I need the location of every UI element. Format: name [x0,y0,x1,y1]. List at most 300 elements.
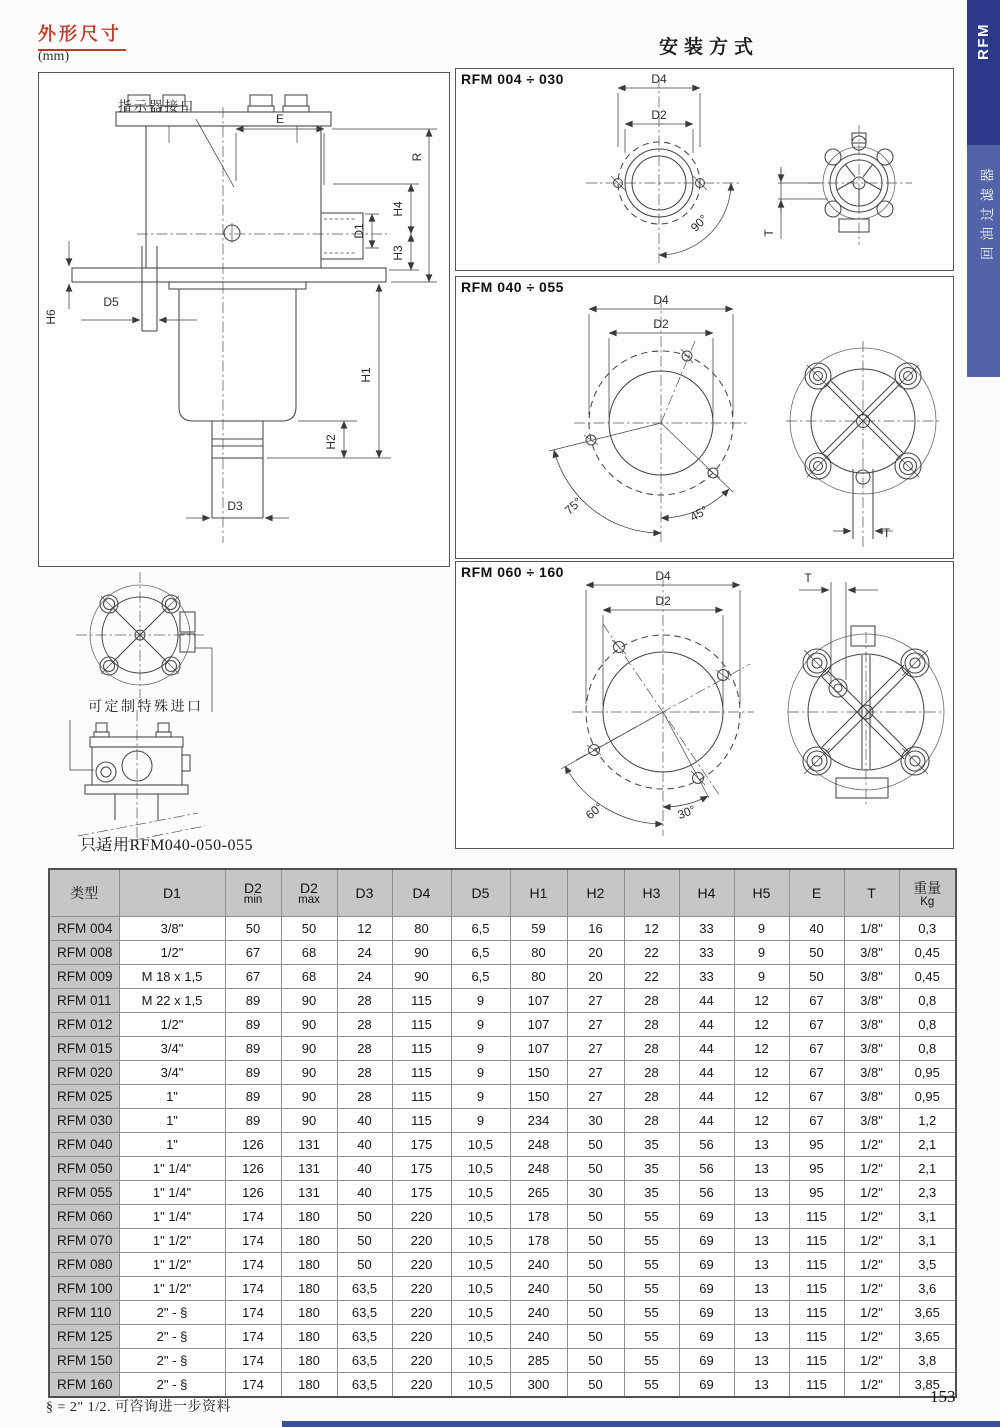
value-cell: 35 [624,1157,679,1181]
value-cell: 1" 1/2" [119,1253,225,1277]
value-cell: 67 [789,1061,844,1085]
filter-head-front-view [786,341,940,549]
value-cell: 28 [337,989,392,1013]
table-row [49,1181,956,1205]
value-cell: 30 [567,1109,624,1133]
value-cell: 50 [789,941,844,965]
value-cell: 265 [510,1181,567,1205]
value-cell: 115 [392,1037,451,1061]
value-cell: 0,95 [899,1061,956,1085]
value-cell: 12 [734,1013,789,1037]
value-cell: 50 [567,1157,624,1181]
value-cell: 107 [510,1013,567,1037]
value-cell: 2" - § [119,1349,225,1373]
table-row [49,989,956,1013]
value-cell: 63,5 [337,1349,392,1373]
value-cell: 1/2" [844,1157,899,1181]
table-row [49,917,956,941]
value-cell: 131 [281,1157,337,1181]
value-cell: 9 [734,917,789,941]
indicator-port-label: 指示器接口 [118,99,196,114]
value-cell: 1/2" [119,1013,225,1037]
value-cell: 69 [679,1277,734,1301]
angle-label-75: 75° [561,494,585,518]
value-cell: 9 [734,941,789,965]
value-cell: 174 [225,1325,281,1349]
value-cell: 90 [281,1061,337,1085]
value-cell: 10,5 [451,1349,510,1373]
value-cell: 174 [225,1277,281,1301]
value-cell: M 22 x 1,5 [119,989,225,1013]
column-header: D2 min [225,869,281,917]
value-cell: 180 [281,1277,337,1301]
value-cell: 50 [337,1229,392,1253]
value-cell: 10,5 [451,1181,510,1205]
custom-inlet-top-view [76,572,204,698]
page-number: 153 [930,1387,956,1406]
value-cell: 3,6 [899,1277,956,1301]
value-cell: 1" 1/4" [119,1205,225,1229]
value-cell: 12 [734,1085,789,1109]
filter-head-front-view [808,125,912,245]
value-cell: 50 [225,917,281,941]
mounting-panel-060-160 [455,561,954,849]
value-cell: 50 [789,965,844,989]
value-cell: 115 [392,1061,451,1085]
model-cell: RFM 050 [49,1157,119,1181]
value-cell: 13 [734,1205,789,1229]
value-cell: 55 [624,1277,679,1301]
dim-label-r: R [410,152,424,162]
value-cell: 89 [225,989,281,1013]
value-cell: 20 [567,941,624,965]
dim-label-d4: D4 [651,72,667,86]
dim-label-h2: H2 [324,434,338,450]
table-row [49,1253,956,1277]
dim-label-h4: H4 [391,201,405,217]
value-cell: 178 [510,1205,567,1229]
value-cell: 44 [679,1061,734,1085]
value-cell: 180 [281,1229,337,1253]
value-cell: 67 [789,989,844,1013]
value-cell: 115 [392,1109,451,1133]
value-cell: 180 [281,1325,337,1349]
column-header: H1 [510,869,567,917]
value-cell: 28 [337,1085,392,1109]
value-cell: 63,5 [337,1301,392,1325]
value-cell: 40 [337,1157,392,1181]
bottom-accent-strip [282,1421,1000,1427]
dim-label-t: T [804,571,812,585]
value-cell: 115 [392,1013,451,1037]
value-cell: 240 [510,1277,567,1301]
value-cell: 248 [510,1133,567,1157]
value-cell: 67 [789,1109,844,1133]
model-cell: RFM 012 [49,1013,119,1037]
value-cell: 67 [225,941,281,965]
value-cell: 10,5 [451,1373,510,1398]
value-cell: 174 [225,1229,281,1253]
angle-label-45: 45° [687,502,711,525]
angle-label-90: 90° [687,211,711,235]
value-cell: 6,5 [451,941,510,965]
value-cell: 12 [624,917,679,941]
value-cell: 28 [337,1037,392,1061]
value-cell: 12 [734,1061,789,1085]
value-cell: 175 [392,1181,451,1205]
model-cell: RFM 030 [49,1109,119,1133]
value-cell: 44 [679,1109,734,1133]
value-cell: 1/2" [844,1301,899,1325]
value-cell: 2,3 [899,1181,956,1205]
value-cell: 220 [392,1373,451,1398]
column-header: D3 [337,869,392,917]
column-header: T [844,869,899,917]
value-cell: 126 [225,1133,281,1157]
value-cell: 69 [679,1229,734,1253]
value-cell: 13 [734,1253,789,1277]
value-cell: 126 [225,1181,281,1205]
dim-label-d2: D2 [651,108,667,122]
dim-label-d4: D4 [653,293,669,307]
value-cell: 63,5 [337,1325,392,1349]
value-cell: 90 [281,1109,337,1133]
value-cell: 3,85 [899,1373,956,1398]
value-cell: 131 [281,1181,337,1205]
value-cell: 40 [789,917,844,941]
model-cell: RFM 015 [49,1037,119,1061]
value-cell: 1/2" [844,1229,899,1253]
value-cell: 10,5 [451,1157,510,1181]
main-dimension-drawing [38,72,450,567]
value-cell: 1/2" [844,1277,899,1301]
value-cell: 2,1 [899,1133,956,1157]
dim-label-d4: D4 [655,569,671,583]
value-cell: 115 [392,989,451,1013]
value-cell: 50 [281,917,337,941]
value-cell: 220 [392,1205,451,1229]
model-cell: RFM 070 [49,1229,119,1253]
angle-label-30: 30° [675,802,698,823]
value-cell: 9 [451,1013,510,1037]
value-cell: 220 [392,1277,451,1301]
value-cell: 2" - § [119,1301,225,1325]
value-cell: 10,5 [451,1229,510,1253]
value-cell: 24 [337,965,392,989]
value-cell: 50 [567,1277,624,1301]
value-cell: 0,3 [899,917,956,941]
value-cell: 0,8 [899,1013,956,1037]
column-header: E [789,869,844,917]
value-cell: 28 [624,1061,679,1085]
value-cell: 150 [510,1061,567,1085]
value-cell: 10,5 [451,1301,510,1325]
value-cell: 50 [337,1253,392,1277]
value-cell: 174 [225,1301,281,1325]
value-cell: 55 [624,1229,679,1253]
value-cell: 55 [624,1349,679,1373]
model-cell: RFM 100 [49,1277,119,1301]
value-cell: 115 [789,1301,844,1325]
value-cell: 63,5 [337,1277,392,1301]
value-cell: 63,5 [337,1373,392,1398]
table-row [49,1205,956,1229]
value-cell: 2" - § [119,1325,225,1349]
value-cell: 89 [225,1085,281,1109]
value-cell: 40 [337,1181,392,1205]
value-cell: 10,5 [451,1325,510,1349]
value-cell: 13 [734,1349,789,1373]
sidebar-tab-dark [967,0,1000,145]
value-cell: 178 [510,1229,567,1253]
value-cell: 9 [451,1037,510,1061]
value-cell: 27 [567,1037,624,1061]
value-cell: 248 [510,1157,567,1181]
custom-inlet-side-view [78,710,205,848]
table-row [49,1157,956,1181]
value-cell: 89 [225,1013,281,1037]
table-row [49,1373,956,1398]
value-cell: 3,8 [899,1349,956,1373]
model-cell: RFM 040 [49,1133,119,1157]
value-cell: 55 [624,1301,679,1325]
model-cell: RFM 110 [49,1301,119,1325]
model-cell: RFM 004 [49,917,119,941]
value-cell: 3/8" [844,1061,899,1085]
value-cell: 1/2" [844,1181,899,1205]
value-cell: 1/2" [844,1205,899,1229]
value-cell: 1,2 [899,1109,956,1133]
value-cell: 22 [624,941,679,965]
dim-label-h6: H6 [44,309,58,325]
value-cell: 27 [567,989,624,1013]
model-cell: RFM 060 [49,1205,119,1229]
value-cell: 3/8" [119,917,225,941]
value-cell: 55 [624,1325,679,1349]
value-cell: 69 [679,1349,734,1373]
value-cell: 240 [510,1325,567,1349]
value-cell: 126 [225,1157,281,1181]
table-row [49,1013,956,1037]
dim-label-d2: D2 [653,317,669,331]
value-cell: 33 [679,965,734,989]
value-cell: 28 [624,1037,679,1061]
value-cell: 285 [510,1349,567,1373]
value-cell: 115 [789,1205,844,1229]
value-cell: 3/8" [844,989,899,1013]
value-cell: 69 [679,1301,734,1325]
value-cell: 6,5 [451,917,510,941]
column-header: D5 [451,869,510,917]
value-cell: 69 [679,1325,734,1349]
value-cell: 175 [392,1157,451,1181]
value-cell: 180 [281,1301,337,1325]
value-cell: 90 [281,989,337,1013]
value-cell: 12 [734,1109,789,1133]
value-cell: 150 [510,1085,567,1109]
sidebar-product-label: 回油过滤器 [980,162,995,260]
value-cell: 69 [679,1373,734,1398]
table-row [49,1229,956,1253]
value-cell: 90 [281,1085,337,1109]
column-header: H5 [734,869,789,917]
value-cell: 27 [567,1061,624,1085]
value-cell: 90 [392,965,451,989]
value-cell: 3/8" [844,965,899,989]
value-cell: 67 [225,965,281,989]
value-cell: 0,45 [899,941,956,965]
column-header: H4 [679,869,734,917]
column-header: H3 [624,869,679,917]
value-cell: 55 [624,1373,679,1398]
value-cell: 80 [510,941,567,965]
model-cell: RFM 020 [49,1061,119,1085]
value-cell: 115 [789,1253,844,1277]
value-cell: 16 [567,917,624,941]
value-cell: 50 [567,1373,624,1398]
value-cell: 69 [679,1253,734,1277]
value-cell: 50 [567,1205,624,1229]
panel1-dimensions [618,72,731,255]
table-row [49,1133,956,1157]
value-cell: 220 [392,1325,451,1349]
mounting-title: 安装方式 [659,37,760,58]
value-cell: 1/8" [844,917,899,941]
mounting-panel-004-030 [455,68,954,271]
value-cell: 69 [679,1205,734,1229]
value-cell: 220 [392,1229,451,1253]
value-cell: 131 [281,1133,337,1157]
value-cell: 174 [225,1253,281,1277]
value-cell: 95 [789,1181,844,1205]
value-cell: 44 [679,1037,734,1061]
value-cell: 40 [337,1133,392,1157]
value-cell: 3,1 [899,1205,956,1229]
bolt-pattern-top-view [586,77,739,263]
value-cell: 107 [510,989,567,1013]
table-row [49,965,956,989]
value-cell: 68 [281,941,337,965]
value-cell: 220 [392,1349,451,1373]
value-cell: 300 [510,1373,567,1398]
value-cell: 27 [567,1013,624,1037]
value-cell: 1" [119,1133,225,1157]
value-cell: 1" [119,1109,225,1133]
table-row [49,941,956,965]
value-cell: 115 [789,1229,844,1253]
value-cell: 35 [624,1133,679,1157]
table-row [49,1301,956,1325]
value-cell: 115 [789,1373,844,1398]
custom-inlet-note: 只适用RFM040-050-055 [80,837,253,854]
column-header: 类型 [49,869,119,917]
value-cell: 1" 1/2" [119,1229,225,1253]
value-cell: 3,1 [899,1229,956,1253]
value-cell: 180 [281,1349,337,1373]
filter-head-front-view [788,626,944,806]
model-cell: RFM 150 [49,1349,119,1373]
panel1-t-dimension [762,167,828,239]
table-row [49,1109,956,1133]
value-cell: 175 [392,1133,451,1157]
value-cell: 28 [624,1013,679,1037]
value-cell: 220 [392,1301,451,1325]
value-cell: 115 [789,1349,844,1373]
value-cell: 3/8" [844,1037,899,1061]
value-cell: 3/8" [844,1013,899,1037]
column-header: 重量 Kg [899,869,956,917]
value-cell: 10,5 [451,1133,510,1157]
value-cell: 10,5 [451,1205,510,1229]
value-cell: 3/8" [844,941,899,965]
column-header: D4 [392,869,451,917]
value-cell: 89 [225,1061,281,1085]
value-cell: 240 [510,1253,567,1277]
value-cell: 59 [510,917,567,941]
value-cell: 240 [510,1301,567,1325]
model-cell: RFM 055 [49,1181,119,1205]
value-cell: 174 [225,1205,281,1229]
dim-label-d5: D5 [103,295,119,309]
value-cell: 12 [734,1037,789,1061]
header-row [49,869,956,917]
value-cell: 90 [281,1037,337,1061]
value-cell: 50 [567,1229,624,1253]
value-cell: 33 [679,917,734,941]
value-cell: 30 [567,1181,624,1205]
value-cell: 0,8 [899,1037,956,1061]
value-cell: 0,45 [899,965,956,989]
value-cell: 50 [567,1133,624,1157]
value-cell: 174 [225,1349,281,1373]
value-cell: 9 [451,989,510,1013]
model-cell: RFM 125 [49,1325,119,1349]
value-cell: 1/2" [119,941,225,965]
value-cell: 89 [225,1037,281,1061]
value-cell: 89 [225,1109,281,1133]
page-title: 外形尺寸 [38,20,126,51]
value-cell: 50 [567,1253,624,1277]
table-row [49,1061,956,1085]
column-header: D2 max [281,869,337,917]
value-cell: 107 [510,1037,567,1061]
value-cell: 1/2" [844,1133,899,1157]
table-row [49,1037,956,1061]
value-cell: 28 [624,1109,679,1133]
value-cell: 1/2" [844,1325,899,1349]
value-cell: 13 [734,1133,789,1157]
value-cell: 1" 1/4" [119,1157,225,1181]
dim-label-d1: D1 [352,223,366,239]
value-cell: 56 [679,1181,734,1205]
value-cell: 3/4" [119,1061,225,1085]
value-cell: 3,65 [899,1325,956,1349]
value-cell: 9 [451,1109,510,1133]
value-cell: 28 [624,989,679,1013]
value-cell: 50 [567,1301,624,1325]
value-cell: 28 [337,1061,392,1085]
unit-label: (mm) [38,49,70,64]
sidebar-series-label: RFM [975,23,992,60]
model-cell: RFM 008 [49,941,119,965]
value-cell: 95 [789,1157,844,1181]
mounting-panel-040-055 [455,276,954,559]
value-cell: 13 [734,1301,789,1325]
value-cell: 35 [624,1181,679,1205]
panel2-dimensions [554,293,733,533]
value-cell: 40 [337,1109,392,1133]
table-row [49,1349,956,1373]
